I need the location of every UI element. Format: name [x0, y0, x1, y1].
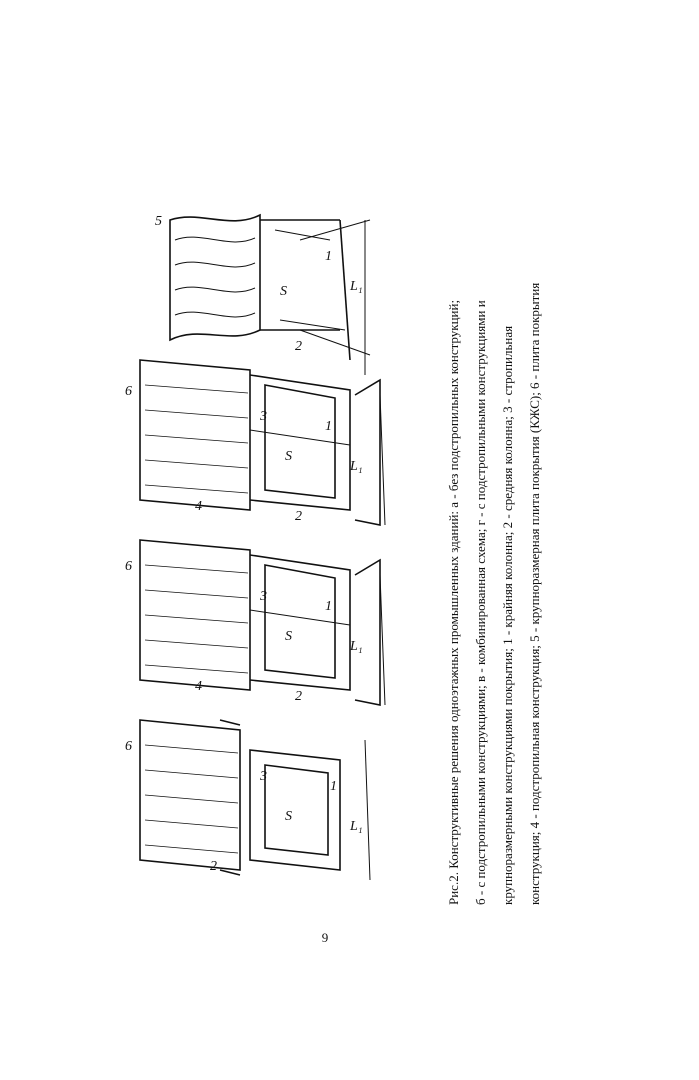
scheme-g [170, 215, 370, 375]
figure-label-6: 6 [125, 559, 132, 574]
caption-line-1: Рис.2. Конструктивные решения одноэтажных промышленных зданий: а - без подстропильных конструкций; [446, 299, 461, 905]
figure-label-1: 1 [325, 249, 332, 264]
scheme-v [140, 360, 385, 525]
scheme-a [140, 720, 370, 880]
figure-label-3: 3 [260, 409, 267, 424]
figure-label-3: 3 [260, 769, 267, 784]
figure-label-4: 4 [195, 679, 202, 694]
figure-label-s: S [285, 629, 292, 644]
figure-label-2: 2 [295, 689, 302, 704]
caption-line-2: б - с подстропильными конструкциями; в - комбинированная схема; г - с подстропильными конструкциями и [473, 300, 488, 905]
figure-drawing [100, 180, 430, 910]
caption-line-4: конструкция; 4 - подстропильная конструкция; 5 - крупноразмерная плита покрытия (КЖС); 6 - плита покрытия [527, 282, 542, 905]
figure-label-l1: L₁ [350, 279, 363, 294]
figure-label-s: S [285, 449, 292, 464]
figure-label-3: 3 [260, 589, 267, 604]
figure-caption [440, 185, 542, 905]
figure-label-l1: L₁ [350, 459, 363, 474]
scheme-b [140, 540, 385, 705]
figure-label-s: S [280, 284, 287, 299]
figure-label-2: 2 [295, 509, 302, 524]
figure-label-5: 5 [155, 214, 162, 229]
figure-label-l1: L₁ [350, 639, 363, 654]
caption-line-3: крупноразмерными конструкциями покрытия; 1 - крайняя колонна; 2 - средняя колонна; 3 - стропильная [500, 325, 515, 905]
page-number: 9 [321, 930, 329, 945]
figure-label-6: 6 [125, 384, 132, 399]
figure-label-2: 2 [210, 859, 217, 874]
figure-label-6: 6 [125, 739, 132, 754]
figure-label-1: 1 [330, 779, 337, 794]
figure-label-l1: L₁ [350, 819, 363, 834]
figure-label-2: 2 [295, 339, 302, 354]
figure-label-s: S [285, 809, 292, 824]
figure-label-1: 1 [325, 419, 332, 434]
structural-schemes-illustration [100, 180, 430, 910]
figure-label-1: 1 [325, 599, 332, 614]
figure-label-4: 4 [195, 499, 202, 514]
